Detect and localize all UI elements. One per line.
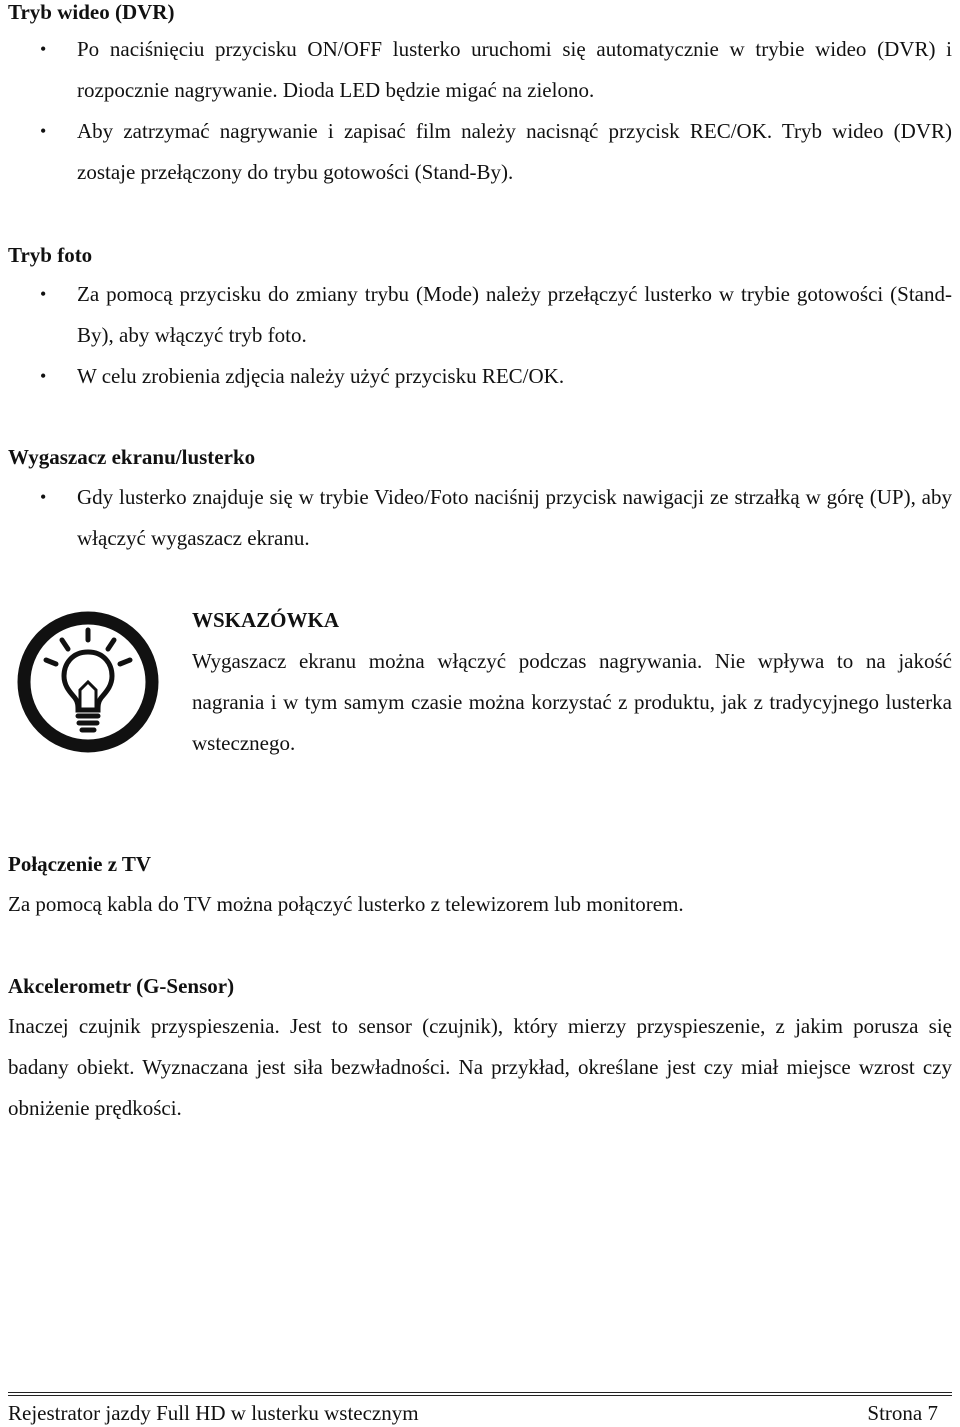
bullet-icon: • [40, 39, 47, 59]
bullet-text: W celu zrobienia zdjęcia należy użyć przycisku REC/OK. [77, 364, 565, 388]
video-mode-list [0, 29, 960, 193]
bullet-text: Gdy lusterko znajduje się w trybie Video/Foto naciśnij przycisk nawigacji ze strzałką w górę (UP), aby włączyć wygaszacz ekranu. [77, 485, 952, 550]
footer-title: Rejestrator jazdy Full HD w lusterku wstecznym [8, 1401, 419, 1425]
photo-mode-list [0, 274, 960, 397]
g-sensor-text: Inaczej czujnik przyspieszenia. Jest to sensor (czujnik), który mierzy przyspieszenie, z jakim porusza się badany obiekt. Wyznaczana jest siła bezwładności. Na przykład, określane jest czy miał miejsce wzrost czy obniżenie prędkości. [8, 1014, 952, 1120]
list-item [0, 477, 960, 559]
list-item [0, 29, 960, 111]
tip-text: Wygaszacz ekranu można włączyć podczas nagrywania. Nie wpływa to na jakość nagrania i w tym samym czasie można korzystać z produktu, jak z tradycyjnego lusterka wstecznego. [192, 649, 952, 755]
heading-screensaver: Wygaszacz ekranu/lusterko [8, 445, 256, 469]
page-number: Strona 7 [867, 1401, 938, 1425]
heading-video-mode: Tryb wideo (DVR) [8, 0, 175, 24]
heading-g-sensor: Akcelerometr (G-Sensor) [8, 974, 235, 998]
list-item [0, 356, 960, 397]
heading-photo-mode: Tryb foto [8, 243, 93, 267]
bullet-text: Po naciśnięciu przycisku ON/OFF lusterko uruchomi się automatycznie w trybie wideo (DVR) i rozpocznie nagrywanie. Dioda LED będzie migać na zielono. [77, 37, 952, 102]
footer-divider [8, 1392, 952, 1396]
tv-connection-text: Za pomocą kabla do TV można połączyć lusterko z telewizorem lub monitorem. [8, 892, 684, 916]
bullet-icon: • [40, 121, 47, 141]
bullet-icon: • [40, 487, 47, 507]
bullet-icon: • [40, 284, 47, 304]
tip-block [192, 600, 952, 764]
lightbulb-icon [14, 608, 162, 756]
bullet-icon: • [40, 366, 47, 386]
heading-tv-connection: Połączenie z TV [8, 852, 152, 876]
list-item [0, 274, 960, 356]
bullet-text: Za pomocą przycisku do zmiany trybu (Mode) należy przełączyć lusterko w trybie gotowości (Stand-By), aby włączyć tryb foto. [77, 282, 952, 347]
tip-title: WSKAZÓWKA [192, 608, 340, 632]
list-item [0, 111, 960, 193]
screensaver-list [0, 477, 960, 559]
bullet-text: Aby zatrzymać nagrywanie i zapisać film należy nacisnąć przycisk REC/OK. Tryb wideo (DVR) zostaje przełączony do trybu gotowości (Stand-By). [77, 119, 952, 184]
